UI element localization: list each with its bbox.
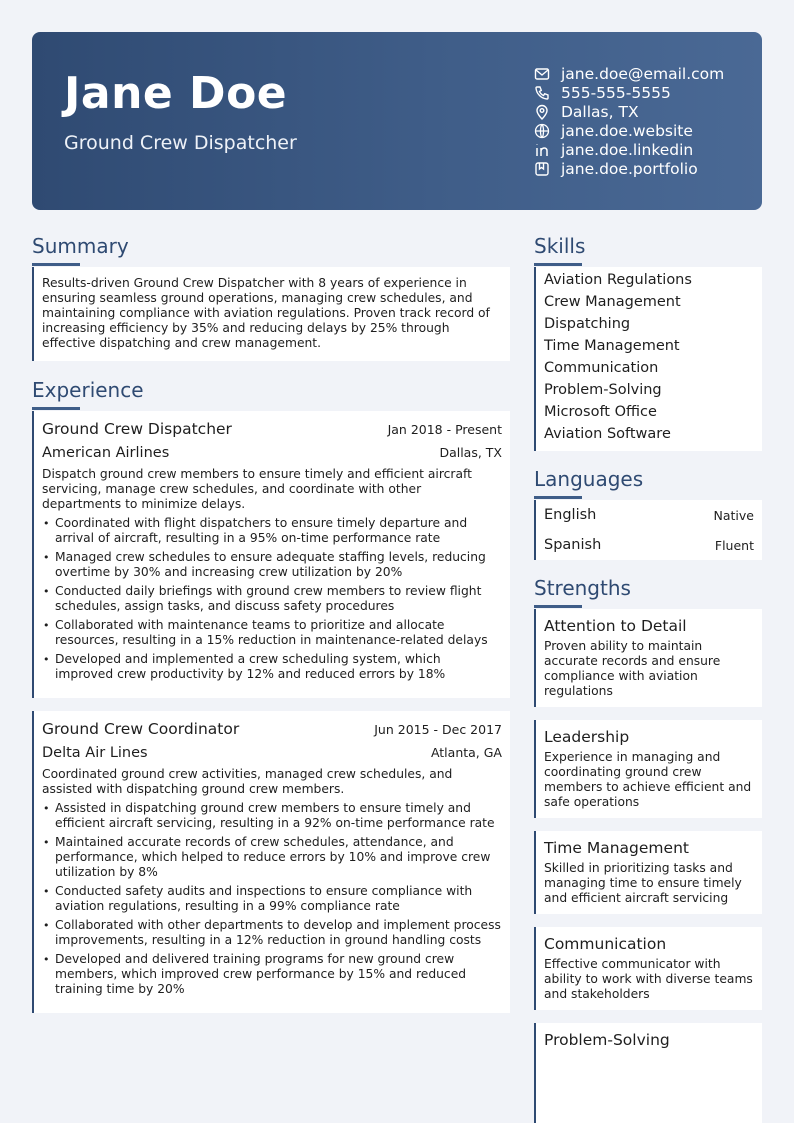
- skill-item: Communication: [544, 360, 659, 376]
- strength-card: [534, 609, 762, 707]
- mail-icon: [534, 66, 550, 82]
- linkedin-text: jane.doe.linkedin: [561, 140, 694, 159]
- skill-item: Problem-Solving: [544, 382, 662, 398]
- strengths-heading-text: Strengths: [534, 576, 631, 600]
- job-bullet: • Conducted safety audits and inspections to ensure compliance with aviation regulations, resulting in a 99% compliance rate: [42, 884, 502, 914]
- location-text: Dallas, TX: [561, 102, 639, 121]
- job-subheader: [42, 445, 502, 461]
- job-bullet: • Managed crew schedules to ensure adequate staffing levels, reducing overtime by 30% and increasing crew utilization by 20%: [42, 550, 502, 580]
- section-underline: [32, 407, 80, 410]
- job-bullets: [42, 801, 502, 997]
- strength-title: Attention to Detail: [544, 617, 687, 635]
- strength-card: [534, 927, 762, 1010]
- job-title: Ground Crew Coordinator: [42, 720, 240, 738]
- language-row: [544, 530, 754, 560]
- strength-card: [534, 1023, 762, 1123]
- strength-title: Time Management: [544, 839, 689, 857]
- section-underline: [534, 263, 582, 266]
- job-header: [42, 720, 502, 738]
- job-bullet: • Coordinated with flight dispatchers to ensure timely departure and arrival of aircraft, resulting in a 95% on-time performance rate: [42, 516, 502, 546]
- language-level: Native: [713, 507, 754, 523]
- experience-heading-text: Experience: [32, 378, 144, 402]
- language-name: Spanish: [544, 537, 602, 553]
- job-card-2: [32, 711, 510, 1013]
- strengths-heading: [534, 576, 631, 600]
- skills-heading: [534, 234, 585, 258]
- language-row: [544, 500, 754, 530]
- job-bullet: • Developed and implemented a crew scheduling system, which improved crew productivity by 12% and reduced errors by 18%: [42, 652, 502, 682]
- job-description: Coordinated ground crew activities, managed crew schedules, and assisted with dispatching ground crew members.: [42, 767, 453, 796]
- job-location: Dallas, TX: [439, 445, 502, 460]
- summary-card: [32, 267, 510, 361]
- experience-heading: [32, 378, 144, 402]
- globe-icon: [534, 123, 550, 139]
- skill-item: Microsoft Office: [544, 404, 657, 420]
- contact-linkedin[interactable]: [534, 140, 724, 159]
- job-bullet: • Collaborated with maintenance teams to prioritize and allocate resources, resulting in a 15% reduction in maintenance-related delays: [42, 618, 502, 648]
- strength-title: Communication: [544, 935, 667, 953]
- strength-card: [534, 831, 762, 914]
- strength-description: Proven ability to maintain accurate records and ensure compliance with aviation regulations: [544, 639, 721, 698]
- job-dates: Jan 2018 - Present: [387, 422, 502, 437]
- job-bullets: [42, 516, 502, 682]
- summary-heading: [32, 234, 129, 258]
- language-level: Fluent: [714, 537, 754, 553]
- website-text: jane.doe.website: [561, 121, 693, 140]
- job-bullet: • Maintained accurate records of crew schedules, attendance, and performance, which helped to reduce errors by 10% and improve crew utilization by 8%: [42, 835, 502, 880]
- languages-card: [534, 500, 762, 560]
- skill-item: Aviation Software: [544, 426, 671, 442]
- strength-description: Skilled in prioritizing tasks and managing time to ensure timely and efficient aircraft servicing: [544, 861, 742, 905]
- contact-location: [534, 102, 724, 121]
- job-bullet: • Conducted daily briefings with ground crew members to review flight schedules, assign tasks, and discuss safety procedures: [42, 584, 502, 614]
- language-name: English: [544, 507, 597, 523]
- resume-header: [32, 32, 762, 210]
- section-underline: [32, 263, 80, 266]
- job-title: Ground Crew Dispatcher: [42, 420, 232, 438]
- skill-item: Aviation Regulations: [544, 272, 692, 288]
- strength-description: Experience in managing and coordinating ground crew members to achieve efficient and safe operations: [544, 750, 752, 809]
- skill-item: Time Management: [544, 338, 680, 354]
- job-location: Atlanta, GA: [430, 745, 502, 760]
- job-company: Delta Air Lines: [42, 745, 148, 761]
- languages-heading: [534, 467, 643, 491]
- phone-text: 555-555-5555: [561, 83, 671, 102]
- portfolio-text: jane.doe.portfolio: [561, 159, 698, 178]
- location-pin-icon: [534, 104, 550, 120]
- candidate-role: Ground Crew Dispatcher: [64, 132, 297, 154]
- job-bullet: • Assisted in dispatching ground crew members to ensure timely and efficient aircraft servicing, resulting in a 92% on-time performance rate: [42, 801, 502, 831]
- summary-heading-text: Summary: [32, 234, 129, 258]
- phone-icon: [534, 85, 550, 101]
- job-card-1: [32, 411, 510, 698]
- job-header: [42, 420, 502, 438]
- summary-text: Results-driven Ground Crew Dispatcher with 8 years of experience in ensuring seamless ground operations, managing crew schedules, and maintaining compliance with aviation regulations. Proven track record of increasing efficiency by 35% and reducing delays by 25% through effective dispatching and crew management.: [42, 276, 490, 350]
- job-bullet: • Developed and delivered training programs for new ground crew members, which improved crew performance by 15% and reduced training time by 20%: [42, 952, 502, 997]
- contact-list: [534, 64, 724, 178]
- linkedin-icon: [534, 142, 550, 158]
- job-description: Dispatch ground crew members to ensure timely and efficient aircraft servicing, manage crew schedules, and coordinate with other departments to minimize delays.: [42, 467, 472, 511]
- strength-title: Problem-Solving: [544, 1031, 670, 1049]
- strength-card: [534, 720, 762, 818]
- strength-title: Leadership: [544, 728, 630, 746]
- email-text: jane.doe@email.com: [561, 64, 725, 83]
- section-underline: [534, 496, 582, 499]
- portfolio-icon: [534, 161, 550, 177]
- section-underline: [534, 605, 582, 608]
- job-subheader: [42, 745, 502, 761]
- skill-item: Dispatching: [544, 316, 631, 332]
- skills-heading-text: Skills: [534, 234, 586, 258]
- languages-heading-text: Languages: [534, 467, 644, 491]
- job-bullet: • Collaborated with other departments to develop and implement process improvements, resulting in a 12% reduction in ground handling costs: [42, 918, 502, 948]
- job-dates: Jun 2015 - Dec 2017: [374, 722, 502, 737]
- strength-description: Effective communicator with ability to work with diverse teams and stakeholders: [544, 957, 753, 1001]
- contact-portfolio[interactable]: [534, 159, 724, 178]
- candidate-name: Jane Doe: [64, 68, 288, 119]
- job-company: American Airlines: [42, 445, 170, 461]
- contact-website[interactable]: [534, 121, 724, 140]
- skills-card: [534, 267, 762, 451]
- contact-phone[interactable]: [534, 83, 724, 102]
- skill-item: Crew Management: [544, 294, 681, 310]
- contact-email[interactable]: [534, 64, 724, 83]
